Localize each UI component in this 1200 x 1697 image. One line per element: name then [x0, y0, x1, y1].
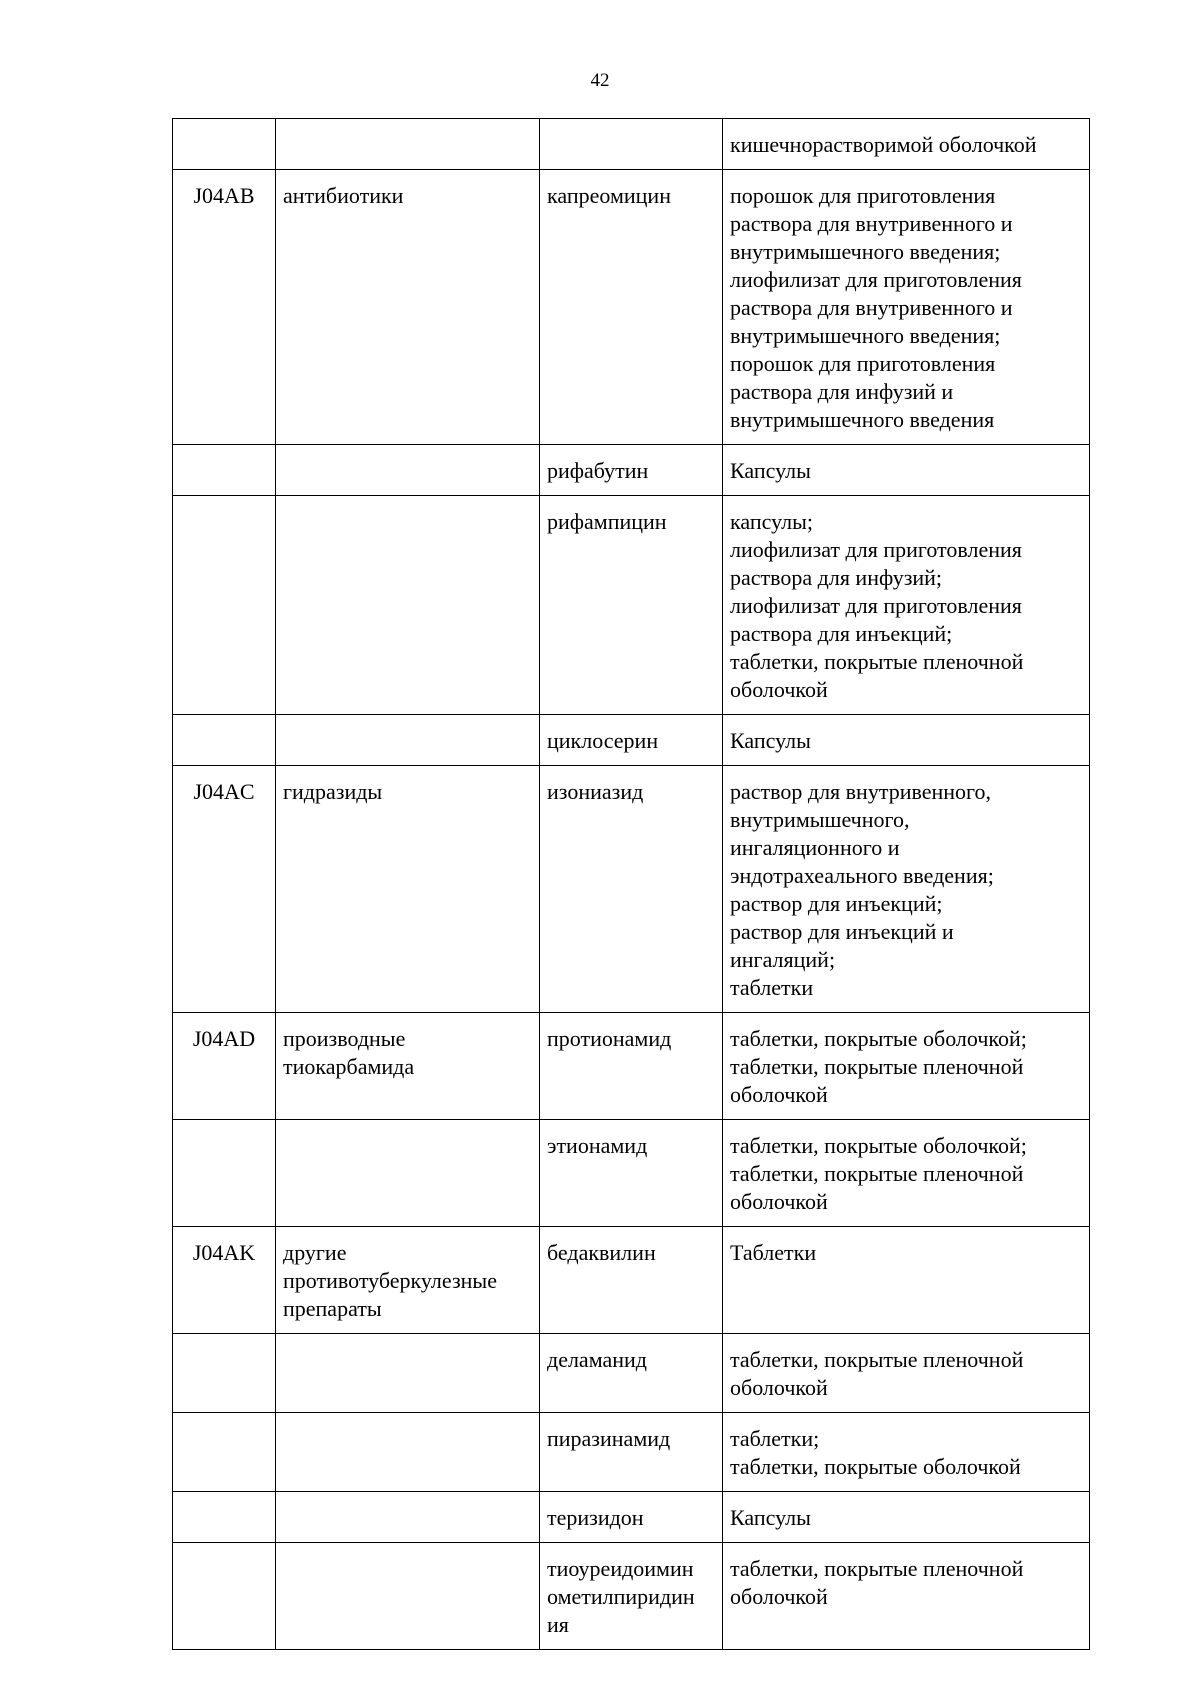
- dosage-form-cell: таблетки, покрытые оболочкой; таблетки, покрытые пленочной оболочкой: [723, 1120, 1090, 1227]
- drug-name-cell: рифампицин: [540, 496, 723, 715]
- group-cell: [276, 1543, 540, 1650]
- drug-name-cell: капреомицин: [540, 170, 723, 445]
- group-cell: [276, 1120, 540, 1227]
- drug-name-cell: протионамид: [540, 1013, 723, 1120]
- atc-code-cell: [173, 1120, 276, 1227]
- table-row: [173, 1227, 1090, 1334]
- drug-name-cell: тиоуреидоимин ометилпиридин ия: [540, 1543, 723, 1650]
- table-row: [173, 1013, 1090, 1120]
- dosage-form-cell: раствор для внутривенного, внутримышечного, ингаляционного и эндотрахеального введения; раствор для инъекций; раствор для инъекций и ингаляций; таблетки: [723, 766, 1090, 1013]
- drug-name-cell: этионамид: [540, 1120, 723, 1227]
- group-cell: [276, 1334, 540, 1413]
- atc-code-cell: J04AD: [173, 1013, 276, 1120]
- atc-code-cell: J04AC: [173, 766, 276, 1013]
- table-row: [173, 1492, 1090, 1543]
- group-cell: [276, 445, 540, 496]
- group-cell: [276, 715, 540, 766]
- dosage-form-cell: Таблетки: [723, 1227, 1090, 1334]
- drug-name-cell: теризидон: [540, 1492, 723, 1543]
- table-row: [173, 766, 1090, 1013]
- dosage-form-cell: таблетки, покрытые пленочной оболочкой: [723, 1334, 1090, 1413]
- table-row: [173, 496, 1090, 715]
- table-row: [173, 445, 1090, 496]
- atc-code-cell: [173, 1334, 276, 1413]
- group-cell: [276, 1492, 540, 1543]
- drug-table: [172, 118, 1090, 1650]
- table-row: [173, 715, 1090, 766]
- drug-name-cell: рифабутин: [540, 445, 723, 496]
- table-row: [173, 119, 1090, 170]
- dosage-form-cell: Капсулы: [723, 715, 1090, 766]
- drug-name-cell: циклосерин: [540, 715, 723, 766]
- drug-name-cell: пиразинамид: [540, 1413, 723, 1492]
- dosage-form-cell: кишечнорастворимой оболочкой: [723, 119, 1090, 170]
- atc-code-cell: [173, 1413, 276, 1492]
- group-cell: производные тиокарбамида: [276, 1013, 540, 1120]
- dosage-form-cell: Капсулы: [723, 445, 1090, 496]
- dosage-form-cell: капсулы; лиофилизат для приготовления раствора для инфузий; лиофилизат для приготовления раствора для инъекций; таблетки, покрытые пленочной оболочкой: [723, 496, 1090, 715]
- atc-code-cell: [173, 445, 276, 496]
- drug-name-cell: [540, 119, 723, 170]
- drug-name-cell: бедаквилин: [540, 1227, 723, 1334]
- group-cell: [276, 1413, 540, 1492]
- atc-code-cell: [173, 715, 276, 766]
- page-number: 42: [590, 70, 610, 91]
- table-row: [173, 1334, 1090, 1413]
- dosage-form-cell: порошок для приготовления раствора для внутривенного и внутримышечного введения; лиофилизат для приготовления раствора для внутривенного и внутримышечного введения; порошок для приготовления раствора для инфузий и внутримышечного введения: [723, 170, 1090, 445]
- dosage-form-cell: Капсулы: [723, 1492, 1090, 1543]
- group-cell: другие противотуберкулезные препараты: [276, 1227, 540, 1334]
- drug-name-cell: изониазид: [540, 766, 723, 1013]
- dosage-form-cell: таблетки, покрытые пленочной оболочкой: [723, 1543, 1090, 1650]
- table-row: [173, 1543, 1090, 1650]
- atc-code-cell: [173, 119, 276, 170]
- dosage-form-cell: таблетки; таблетки, покрытые оболочкой: [723, 1413, 1090, 1492]
- group-cell: антибиотики: [276, 170, 540, 445]
- group-cell: гидразиды: [276, 766, 540, 1013]
- dosage-form-cell: таблетки, покрытые оболочкой; таблетки, покрытые пленочной оболочкой: [723, 1013, 1090, 1120]
- atc-code-cell: [173, 496, 276, 715]
- atc-code-cell: [173, 1543, 276, 1650]
- table-row: [173, 1120, 1090, 1227]
- atc-code-cell: [173, 1492, 276, 1543]
- table-row: [173, 170, 1090, 445]
- table-row: [173, 1413, 1090, 1492]
- atc-code-cell: J04AK: [173, 1227, 276, 1334]
- group-cell: [276, 496, 540, 715]
- group-cell: [276, 119, 540, 170]
- drug-name-cell: деламанид: [540, 1334, 723, 1413]
- atc-code-cell: J04AB: [173, 170, 276, 445]
